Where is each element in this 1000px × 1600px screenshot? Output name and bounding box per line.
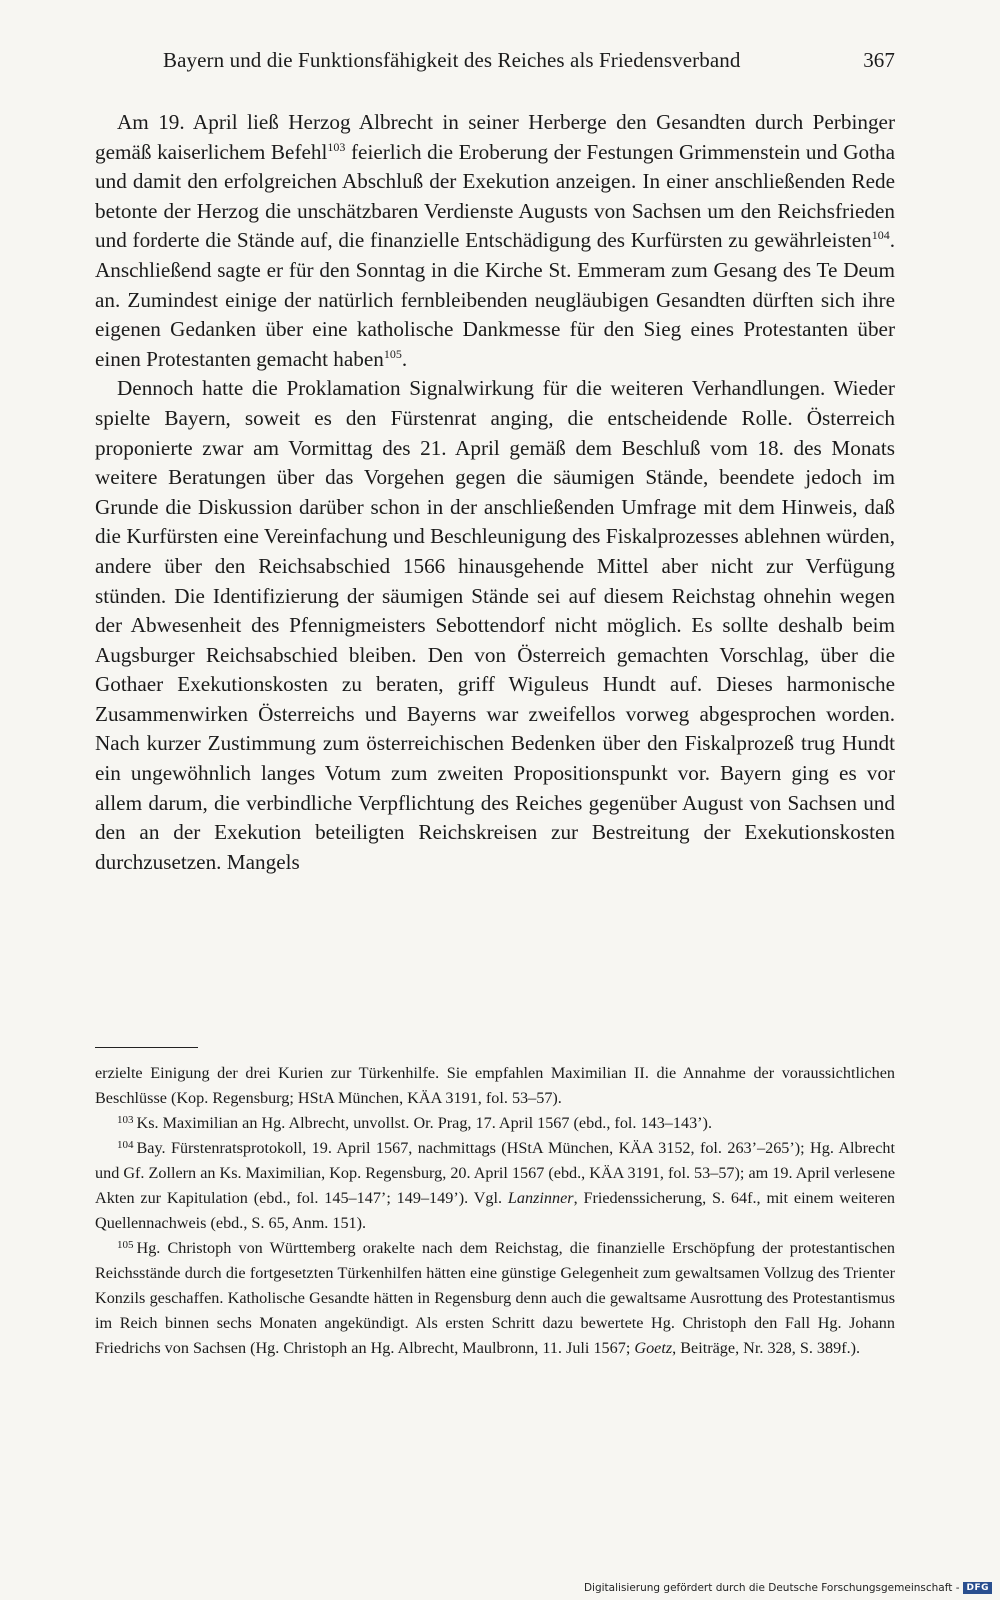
running-head <box>163 48 895 73</box>
footnote-105 <box>95 1236 895 1361</box>
footnote-continuation: erzielte Einigung der drei Kurien zur Türkenhilfe. Sie empfahlen Maximilian II. die Annahme der voraussichtlichen Beschlüsse (Kop. Regensburg; HStA München, KÄA 3191, fol. 53–57). <box>95 1064 895 1107</box>
dfg-logo: DFG <box>963 1582 992 1594</box>
footnote-104 <box>95 1136 895 1236</box>
footnotes <box>95 1061 895 1361</box>
footnote-text: Ks. Maximilian an Hg. Albrecht, unvollst. Or. Prag, 17. April 1567 (ebd., fol. 143–143’). <box>136 1114 712 1132</box>
footnote-text: Hg. Christoph von Württemberg orakelte nach dem Reichstag, die finanzielle Erschöpfung der protestantischen Reichsstände durch die fortgesetzten Türkenhilfen hätten eine günstige Gelegenheit zum gewaltsamen Vollzug des Trienter Konzils geschaffen. Katholische Gesandte hätten in Regensburg denn auch die gewaltsame Ausrottung des Protestantismus im Reich binnen sechs Monaten angekündigt. Als ersten Schritt dazu bewertete Hg. Christoph den Fall Hg. Johann Friedrichs von Sachsen (Hg. Christoph an Hg. Albrecht, Maulbronn, 11. Juli 1567; <box>95 1239 895 1357</box>
footnote-text: , Beiträge, Nr. 328, S. 389f.). <box>672 1339 861 1357</box>
footnote-number: 103 <box>117 1114 134 1126</box>
footnote-author: Goetz <box>634 1339 673 1357</box>
running-head-title: Bayern und die Funktionsfähigkeit des Reiches als Friedensverband <box>163 48 741 72</box>
footnote-number: 104 <box>117 1139 134 1151</box>
footnote-ref-105: 105 <box>383 346 402 361</box>
paragraph-1-part-d: . <box>401 346 408 371</box>
footnote-ref-104: 104 <box>871 228 890 243</box>
body-text <box>95 108 895 877</box>
footnote-author: Lanzinner <box>507 1189 574 1207</box>
paragraph-1-part-a: Am 19. April ließ Herzog Albrecht in seiner Herberge den Gesandten durch Perbinger gemäß kaiserlichem Befehl <box>95 110 895 164</box>
digitization-credit <box>584 1582 992 1594</box>
page-number: 367 <box>863 48 895 72</box>
footnote-ref-103: 103 <box>327 139 346 154</box>
footnote-number: 105 <box>117 1239 134 1251</box>
footnote-rule <box>95 1047 198 1048</box>
paragraph-1-part-c: . Anschließend sagte er für den Sonntag in die Kirche St. Emmeram zum Gesang des Te Deum an. Zumindest einige der natürlich fernbleibenden neugläubigen Gesandten dürften sich ihre eigenen Gedanken über eine katholische Dankmesse für den Sieg eines Protestanten über einen Protestanten gemacht haben <box>95 228 895 371</box>
footnote-103 <box>95 1111 895 1136</box>
credit-text: Digitalisierung gefördert durch die Deutsche Forschungsgemeinschaft - <box>583 1582 960 1594</box>
paragraph-1-part-b: feierlich die Eroberung der Festungen Grimmenstein und Gotha und damit den erfolgreichen Abschluß der Exekution anzeigen. In einer anschließenden Rede betonte der Herzog die unschätzbaren Verdienste Augusts von Sachsen um den Reichsfrieden und forderte die Stände auf, die finanzielle Entschädigung des Kurfürsten zu gewährleisten <box>95 139 895 253</box>
paragraph-2: Dennoch hatte die Proklamation Signalwirkung für die weiteren Verhandlungen. Wieder spielte Bayern, soweit es den Fürstenrat anging, die entscheidende Rolle. Österreich proponierte zwar am Vormittag des 21. April gemäß dem Beschluß vom 18. des Monats weitere Beratungen über das Vorgehen gegen die säumigen Stände, beendete jedoch im Grunde die Diskussion darüber schon in der anschließenden Umfrage mit dem Hinweis, daß die Kurfürsten eine Vereinfachung und Beschleunigung des Fiskalprozesses ablehnen würden, andere über den Reichsabschied 1566 hinausgehende Mittel aber nicht zur Verfügung stünden. Die Identifizierung der säumigen Stände sei auf diesem Reichstag ohnehin wegen der Abwesenheit des Pfennigmeisters Sebottendorf nicht möglich. Es sollte deshalb beim Augsburger Reichsabschied bleiben. Den von Österreich gemachten Vorschlag, über die Gothaer Exekutionskosten zu beraten, griff Wiguleus Hundt auf. Dieses harmonische Zusammenwirken Österreichs und Bayerns war zweifellos vorweg abgesprochen worden. Nach kurzer Zustimmung zum österreichischen Bedenken über den Fiskalprozeß trug Hundt ein ungewöhnlich langes Votum zum zweiten Propositionspunkt vor. Bayern ging es vor allem darum, die verbindliche Verpflichtung des Reiches gegenüber August von Sachsen und den an der Exekution beteiligten Reichskreisen zur Bestreitung der Exekutionskosten durchzusetzen. Mangels <box>95 376 895 874</box>
footnote-text: , Friedenssicherung, S. 64f., mit einem weiteren Quellennachweis (ebd., S. 65, Anm. 151). <box>95 1189 896 1232</box>
footnote-text: Bay. Fürstenratsprotokoll, 19. April 1567, nachmittags (HStA München, KÄA 3152, fol. 263’–265’); Hg. Albrecht und Gf. Zollern an Ks. Maximilian, Kop. Regensburg, 20. April 1567 (ebd., KÄA 3191, fol. 53–57); am 19. April verlesene Akten zur Kapitulation (ebd., fol. 145–147’; 149–149’). Vgl. <box>95 1139 895 1207</box>
paragraph-1 <box>95 108 895 374</box>
